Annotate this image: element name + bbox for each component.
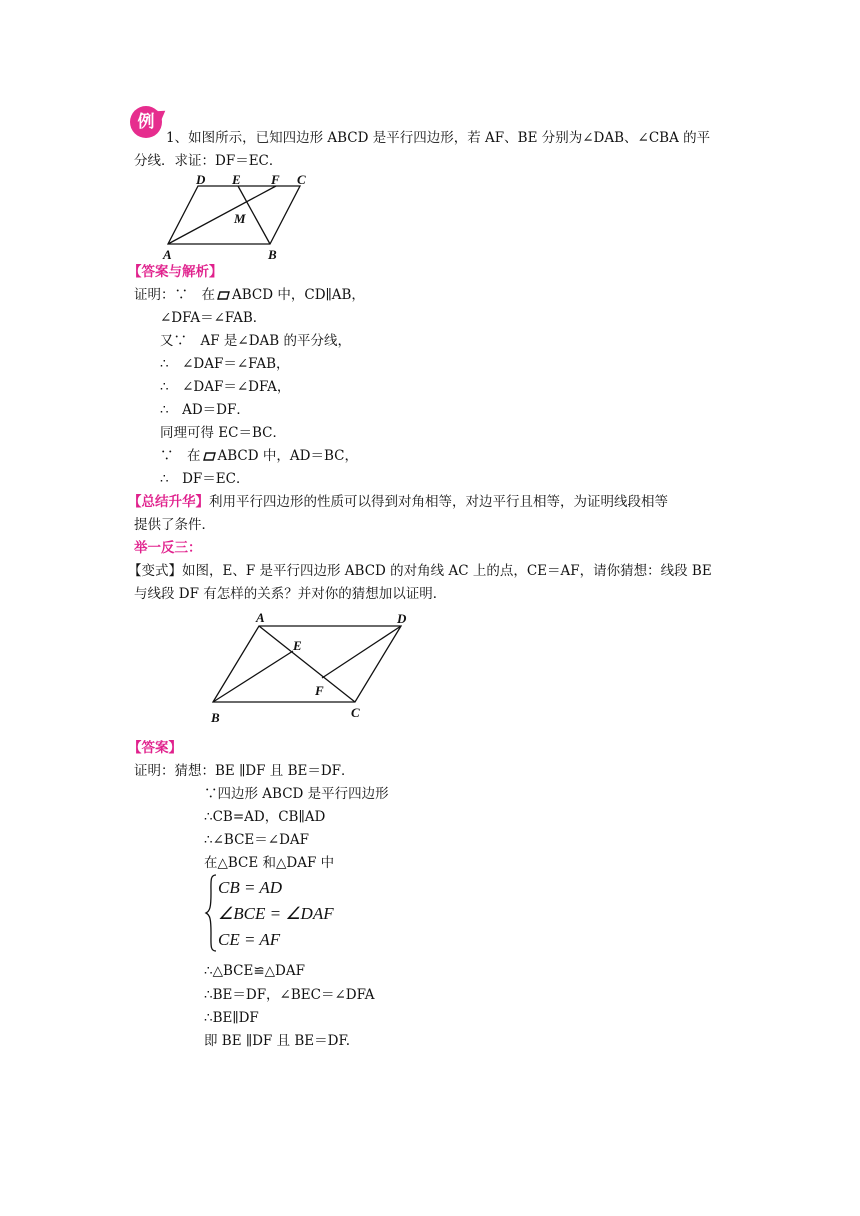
fig1-label-D: D xyxy=(196,172,206,187)
proof2-line6: ∴△BCE≌△DAF xyxy=(204,963,305,979)
system-equation-3: CE = AF xyxy=(218,930,281,949)
fig2-label-C: C xyxy=(351,705,360,720)
proof1-line1-start: 证明：∵ 在 xyxy=(134,287,215,303)
proof1-line1-end: ABCD 中，CD∥AB， xyxy=(232,287,365,303)
fig1-label-A: A xyxy=(163,247,172,262)
proof2-line9: 即 BE ∥DF 且 BE＝DF. xyxy=(204,1033,351,1049)
answer-heading: 【答案】 xyxy=(128,740,182,756)
fig1-label-F: F xyxy=(271,172,280,187)
example-badge xyxy=(130,106,162,138)
fig1-label-C: C xyxy=(297,172,306,187)
fig1-label-M: M xyxy=(234,211,246,226)
fig1-label-B: B xyxy=(268,247,277,262)
proof2-line3: ∴CB=AD，CB∥AD xyxy=(204,809,326,825)
proof1-line6: ∴ AD＝DF． xyxy=(160,402,250,418)
summary-line2: 提供了条件． xyxy=(134,517,215,533)
summary-line1 xyxy=(128,491,668,514)
proof1-line7: 同理可得 EC＝BC． xyxy=(160,425,286,441)
fig2-label-A: A xyxy=(256,610,265,625)
proof1-line4: ∴ ∠DAF＝∠FAB， xyxy=(160,356,290,372)
proof1-line1 xyxy=(134,284,365,307)
fig2-label-E: E xyxy=(293,638,302,653)
summary-heading: 【总结升华】 xyxy=(128,494,209,510)
proof1-line8-end: ABCD 中，AD＝BC， xyxy=(217,448,358,464)
parallelogram-figure-1 xyxy=(160,172,320,264)
question1-line1: 1、如图所示，已知四边形 ABCD 是平行四边形，若 AF、BE 分别为∠DAB、∠CBA 的平 xyxy=(166,130,711,146)
proof2-line8: ∴BE∥DF xyxy=(204,1010,259,1026)
fig1-label-E: E xyxy=(232,172,241,187)
fig2-label-B: B xyxy=(211,710,220,725)
answer-analysis-heading: 【答案与解析】 xyxy=(128,264,223,280)
proof1-line3: 又∵ AF 是∠DAB 的平分线， xyxy=(160,333,352,349)
proof2-line1: 证明：猜想：BE ∥DF 且 BE＝DF． xyxy=(134,763,355,779)
left-brace-icon xyxy=(204,873,218,953)
question1-line2: 分线．求证：DF＝EC． xyxy=(134,153,283,169)
parallelogram-symbol-icon xyxy=(217,291,230,300)
parallelogram-figure-2 xyxy=(205,608,420,728)
proof2-line7: ∴BE＝DF，∠BEC＝∠DFA xyxy=(204,987,375,1003)
system-equation-2: ∠BCE = ∠DAF xyxy=(218,904,334,923)
proof2-line5: 在△BCE 和△DAF 中 xyxy=(204,855,335,871)
proof1-line8-start: ∵ 在 xyxy=(160,448,201,464)
summary-text-1: 利用平行四边形的性质可以得到对角相等，对边平行且相等，为证明线段相等 xyxy=(209,494,668,510)
system-equation-1: CB = AD xyxy=(218,878,283,897)
proof1-line2: ∠DFA＝∠FAB． xyxy=(160,310,267,326)
proof1-line9: ∴ DF＝EC． xyxy=(160,471,250,487)
parallelogram-symbol-icon xyxy=(203,452,216,461)
fig2-label-F: F xyxy=(315,683,324,698)
proof2-line2: ∵四边形 ABCD 是平行四边形 xyxy=(204,786,389,802)
fig2-label-D: D xyxy=(397,611,407,626)
example-badge-text: 例 xyxy=(137,111,155,132)
proof1-line8 xyxy=(160,445,358,468)
variant-line2: 与线段 DF 有怎样的关系？并对你的猜想加以证明． xyxy=(134,586,447,602)
variant-line1: 【变式】如图，E、F 是平行四边形 ABCD 的对角线 AC 上的点，CE＝AF，请你猜想：线段 BE xyxy=(128,563,712,579)
proof1-line5: ∴ ∠DAF＝∠DFA， xyxy=(160,379,291,395)
proof2-line4: ∴∠BCE＝∠DAF xyxy=(204,832,310,848)
variant-heading: 举一反三： xyxy=(134,540,202,556)
